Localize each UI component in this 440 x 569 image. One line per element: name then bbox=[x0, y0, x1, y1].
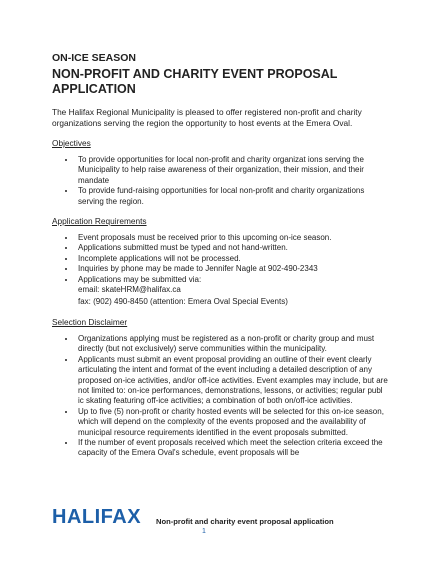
list-item: • To provide fund-raising opportunities for local non-profit and charity organizations serving the region. bbox=[76, 186, 388, 207]
contact-fax: fax: (902) 490-8450 (attention: Emera Oval Special Events) bbox=[78, 297, 288, 307]
title-line-1: NON-PROFIT AND CHARITY EVENT PROPOSAL bbox=[52, 67, 338, 81]
list-item: • Applications submitted must be typed and not hand-written. bbox=[76, 243, 388, 253]
document-title bbox=[52, 67, 388, 97]
requirements-heading: Application Requirements bbox=[52, 216, 147, 227]
title-line-2: APPLICATION bbox=[52, 82, 136, 96]
list-item: • Event proposals must be received prior to this upcoming on-ice season. bbox=[76, 233, 388, 243]
list-item: • Organizations applying must be registered as a non-profit or charity group and must directly (but not exclusively) serve communities within the municipality. bbox=[76, 334, 388, 355]
disclaimer-list bbox=[52, 334, 388, 459]
intro-paragraph: The Halifax Regional Municipality is pleased to offer registered non-profit and charity organizations serving the region the opportunity to host events at the Emera Oval. bbox=[52, 107, 362, 128]
list-item: • If the number of event proposals received which meet the selection criteria exceed the capacity of the Emera Oval's schedule, event proposals will be bbox=[76, 438, 388, 459]
document-body bbox=[52, 52, 388, 459]
document-eyebrow: ON-ICE SEASON bbox=[52, 52, 137, 64]
page-footer bbox=[52, 500, 388, 540]
contact-email: email: skateHRM@halifax.ca bbox=[78, 285, 181, 295]
list-item: • Applicants must submit an event proposal providing an outline of their event clearly articulating the intent and format of the event including a detailed description of any proposed on-ice activities, and/or off-ice activities. Event examples may include, but are not limited to: on-ice performances, demonstrations, lessons, or activities; regular publ ic skating featuring off-ice activities; a combination of both on/off-ice activities. bbox=[76, 355, 388, 407]
objectives-list bbox=[52, 155, 388, 207]
submission-methods-label: • Applications may be submitted via: bbox=[78, 274, 202, 284]
list-item: • To provide opportunities for local non-profit and charity organizat ions serving the Municipality to help raise awareness of their organization, their mission, and their mandate bbox=[76, 155, 388, 186]
page-number: 1 bbox=[202, 528, 206, 535]
list-item bbox=[76, 275, 388, 296]
disclaimer-heading: Selection Disclaimer bbox=[52, 316, 128, 327]
footer-title: Non-profit and charity event proposal application bbox=[156, 517, 334, 526]
objectives-heading: Objectives bbox=[52, 138, 91, 148]
list-item: • Incomplete applications will not be processed. bbox=[76, 254, 388, 264]
halifax-logo: HALIFAX bbox=[52, 506, 142, 528]
list-item: • Up to five (5) non-profit or charity hosted events will be selected for this on-ice season, which will depend on the complexity of the events proposed and the availability of municipal resource requirements identified in the event proposals submitted. bbox=[76, 407, 388, 438]
list-item: • Inquiries by phone may be made to Jennifer Nagle at 902-490-2343 bbox=[76, 264, 388, 274]
requirements-list bbox=[52, 233, 388, 295]
